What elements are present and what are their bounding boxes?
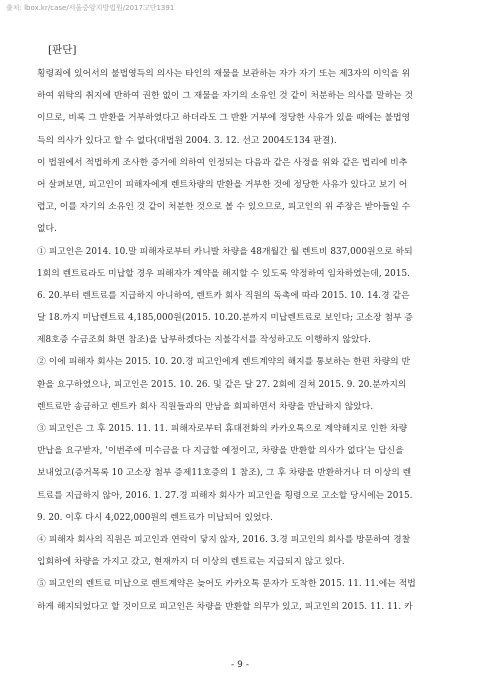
text-line: ⑤ 피고인의 렌트료 미납으로 렌트계약은 늦어도 카카오톡 문자가 도착한 2015. 11. 11.에는 적법 (37, 579, 416, 590)
text-line: 달 18.까지 미납렌트료 4,185,000원(2015. 10.20.분까지 미납렌트료로 보인다; 고소장 첨부 증 (37, 313, 413, 324)
text-line: ④ 피해자 회사의 직원은 피고인과 연락이 닿지 않자, 2016. 3.경 피고인의 회사를 방문하여 경찰 (37, 534, 411, 545)
text-line: 트료를 지급하지 않아, 2016. 1. 27.경 피해자 회사가 피고인을 횡령으로 고소할 당시에는 2015. (37, 490, 413, 501)
text-line: 득의 의사가 있다고 할 수 없다(대법원 2004. 3. 12. 선고 2004도134 판결). (37, 135, 337, 146)
text-line: 어 살펴보면, 피고인이 피해자에게 렌트차량의 반환을 거부한 것에 정당한 사유가 있다고 보기 어 (37, 179, 408, 190)
page-number: - 9 - (231, 660, 249, 670)
text-line: 횡령죄에 있어서의 불법영득의 의사는 타인의 재물을 보관하는 자가 자기 또는 제3자의 이익을 위 (37, 69, 411, 79)
text-line: 렵고, 이를 자기의 소유인 것 같이 처분한 것으로 볼 수 있으므로, 피고인의 위 주장은 받아들일 수 (37, 202, 411, 213)
text-line: ③ 피고인은 그 후 2015. 11. 11. 피해자로부터 휴대전화의 카카오톡으로 계약해지로 인한 차량 (37, 424, 408, 434)
text-line: 환을 요구하였으나, 피고인은 2015. 10. 26. 및 같은 달 27. 2회에 걸쳐 2015. 9. 20.분까지의 (37, 379, 407, 390)
text-line: 1회의 렌트료라도 미납할 경우 피해자가 계약을 해지할 수 있도록 약정하여 임차하였는데, 2015. (37, 268, 410, 279)
text-line: 없다. (37, 224, 57, 235)
text-line: 하게 해지되었다고 할 것이므로 피고인은 차량을 반환할 의무가 있고, 피고인의 2015. 11. 11. 카 (37, 601, 413, 612)
text-line: 이므로, 비록 그 반환을 거부하였다고 하더라도 그 반환 거부에 정당한 사유가 있을 때에는 불법영 (37, 113, 411, 124)
source-url: 출처: lbox.kr/case/서울중앙지방법원/2017고단1391 (6, 4, 175, 12)
text-line: 입회하에 차량을 가지고 갔고, 현재까지 더 이상의 렌트료는 지급되지 않고 있다. (37, 557, 345, 568)
text-line: 6. 20.부터 렌트료를 지급하지 아니하여, 렌트카 회사 직원의 독촉에 따라 2015. 10. 14.경 같은 (37, 290, 410, 301)
text-line: 제8호증 수금조회 화면 참조)을 납부하겠다는 지불각서를 작성하고도 이행하지 않았다. (37, 335, 371, 346)
text-line: 렌트료만 송금하고 렌트카 회사 직원들과의 만남을 회피하면서 차량을 반납하지 않았다. (37, 401, 374, 412)
text-line: ① 피고인은 2014. 10.말 피해자로부터 카니발 차량을 48개월간 월 렌트비 837,000원으로 하되 (37, 246, 413, 257)
text-line: 하여 위탁의 취지에 반하여 권한 없이 그 재물을 자기의 소유인 것 같이 처분하는 의사를 말하는 것 (37, 91, 414, 102)
text-line: 반납을 요구받자, '이번주에 미수금을 다 지급할 예정이고, 차량을 반환할 의사가 없다'는 답신을 (37, 446, 404, 457)
text-line: 9. 20. 이후 다시 4,022,000원의 렌트료가 미납되어 있었다. (37, 512, 273, 523)
text-line: ② 이에 피해자 회사는 2015. 10. 20.경 피고인에게 렌트계약의 해지를 통보하는 한편 차량의 반 (37, 357, 411, 368)
section-heading: [판단] (48, 44, 77, 56)
judgment-body (37, 63, 453, 618)
text-line: 보내었고(증거목록 10 고소장 첨부 증제11호증의 1 참조), 그 후 차량을 반환하거나 더 이상의 렌 (37, 468, 412, 479)
judgment-section (37, 39, 453, 618)
text-line: 이 법원에서 적법하게 조사한 증거에 의하여 인정되는 다음과 같은 사정을 위와 같은 법리에 비추 (37, 157, 408, 168)
